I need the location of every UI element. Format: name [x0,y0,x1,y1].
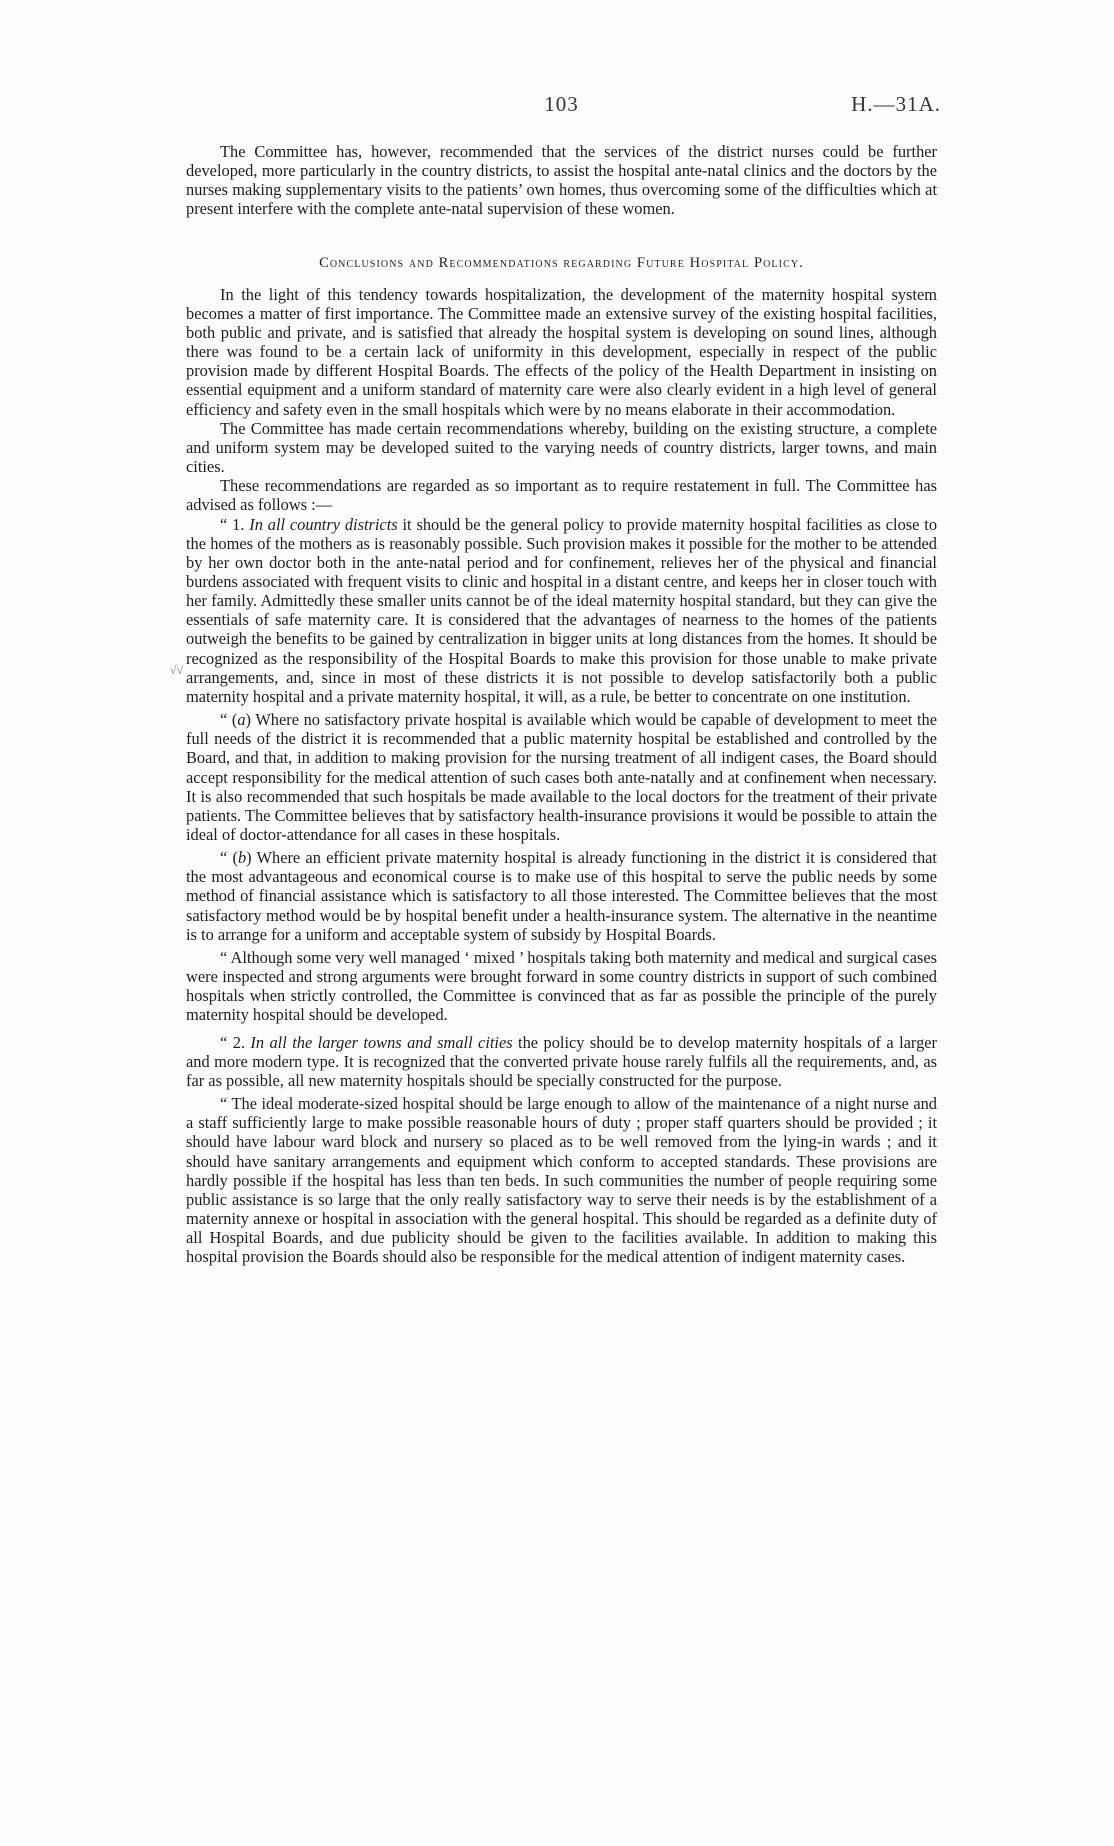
paragraph-country-districts [186,515,937,707]
emphasis-text: In all country districts [249,514,398,534]
document-page [186,92,941,1267]
paragraph-clause-a [186,710,937,844]
emphasis-text: b [237,848,247,868]
paragraph-restatement: These recommendations are regarded as so important as to require restatement in full. The Committee has advised as follows :— [186,476,937,515]
emphasis-text: a [237,710,246,730]
paragraph-district-nurses: The Committee has, however, recommended that the services of the district nurses could be further developed, more particularly in the country districts, to assist the hospital ante-natal clinics and the doctors by the nurses making supplementary visits to the patients’ own homes, thus overcoming some of the difficulties which at present interfere with the complete ante-natal supervision of these women. [186,142,937,219]
margin-annotation: √√ [170,663,184,677]
section-heading: Conclusions and Recommendations regarding Future Hospital Policy. [319,254,804,271]
paragraph-hospitalization: In the light of this tendency towards hospitalization, the development of the maternity hospital system becomes a matter of first importance. The Committee made an extensive survey of the existing hospital facilities, both public and private, and is satisfied that already the hospital system is developing on sound lines, although there was found to be a certain lack of uniformity in this development, especially in respect of the public provision made by different Hospital Boards. The effects of the policy of the Health Department in insisting on essential equipment and a uniform standard of maternity care were also clearly evident in a high level of general efficiency and safety even in the small hospitals which were by no means elaborate in their accommodation. [186,284,937,419]
paragraph-larger-towns [186,1033,937,1090]
paragraph-clause-b [186,848,937,944]
clause-number: “ 2. [220,1032,251,1052]
clause-text: ) Where an efficient private maternity hospital is already functioning in the district it is considered that the most advantageous and economical course is to make use of this hospital to serve the public needs by some method of financial assistance which is satisfactory to all those interested. The Committee believes that the most satisfactory method would be by hospital benefit under a health-insurance system. The alternative in the neantime is to arrange for a uniform and acceptable system of subsidy by Hospital Boards. [186,848,937,944]
clause-text: the policy should be to develop maternity hospitals of a larger and more modern type. It is recognized that the converted private house rarely fulfils all the requirements, and, as far as possible, all new maternity hospitals should be specially constructed for the purpose. [186,1032,937,1090]
document-reference: H.—31A. [851,92,941,116]
paragraph-recommendations: The Committee has made certain recommendations whereby, building on the existing structure, a complete and uniform system may be developed suited to the varying needs of country districts, larger towns, and main cities. [186,418,937,477]
clause-number: “ ( [220,710,238,730]
paragraph-mixed-hospitals: “ Although some very well managed ‘ mixed ’ hospitals taking both maternity and medical and surgical cases were inspected and strong arguments were brought forward in some country districts in support of such combined hospitals when strictly controlled, the Committee is convinced that as far as possible the principle of the purely maternity hospital should be developed. [186,947,937,1025]
paragraph-ideal-hospital: “ The ideal moderate-sized hospital should be large enough to allow of the maintenance of a night nurse and a staff sufficiently large to make possible reasonable hours of duty ; proper staff quarters should be provided ; it should have labour ward block and nursery so placed as to be well removed from the lying-in wards ; and it should have sanitary arrangements and equipment which conform to accepted standards. These provisions are hardly possible if the hospital has less than ten beds. In such communities the number of people requiring some public assistance is so large that the only really satisfactory way to serve their needs is by the establishment of a maternity annexe or hospital in association with the general hospital. This should be regarded as a definite duty of all Hospital Boards, and due publicity should be given to the facilities available. In addition to making this hospital provision the Boards should also be responsible for the medical attention of indigent maternity cases. [186,1094,937,1267]
clause-text: ) Where no satisfactory private hospital is available which would be capable of development to meet the full needs of the district it is recommended that a public maternity hospital be established and controlled by the Board, and that, in addition to making provision for the nursing treatment of all indigent cases, the Board should accept responsibility for the medical attention of such cases both ante-natally and at confinement when necessary. It is also recommended that such hospitals be made available to the local doctors for the treatment of their private patients. The Committee believes that by satisfactory health-insurance provisions it would be possible to attain the ideal of doctor-attendance for all cases in these hospitals. [186,710,937,844]
page-number: 103 [544,92,579,116]
clause-number: “ ( [220,848,238,868]
clause-number: “ 1. [220,514,250,534]
page-header [186,92,941,132]
emphasis-text: In all the larger towns and small cities [250,1032,513,1052]
clause-text: it should be the general policy to provide maternity hospital facilities as close to the homes of the mothers as is reasonably possible. Such provision makes it possible for the mother to be attended by her own doctor both in the ante-natal period and for confinement, relieves her of the physical and financial burdens associated with frequent visits to clinic and hospital in a distant centre, and keeps her in closer touch with her family. Admittedly these smaller units cannot be of the ideal maternity hospital standard, but they can give the essentials of safe maternity care. It is considered that the advantages of nearness to the homes of the patients outweigh the benefits to be gained by centralization in bigger units at long distances from the homes. It should be recognized as the responsibility of the Hospital Boards to make this provision for those unable to make private arrangements, and, since in most of these districts it is not possible to develop satisfactorily both a public maternity hospital and a private maternity hospital, it will, as a rule, be better to concentrate on one institution. [186,514,938,706]
